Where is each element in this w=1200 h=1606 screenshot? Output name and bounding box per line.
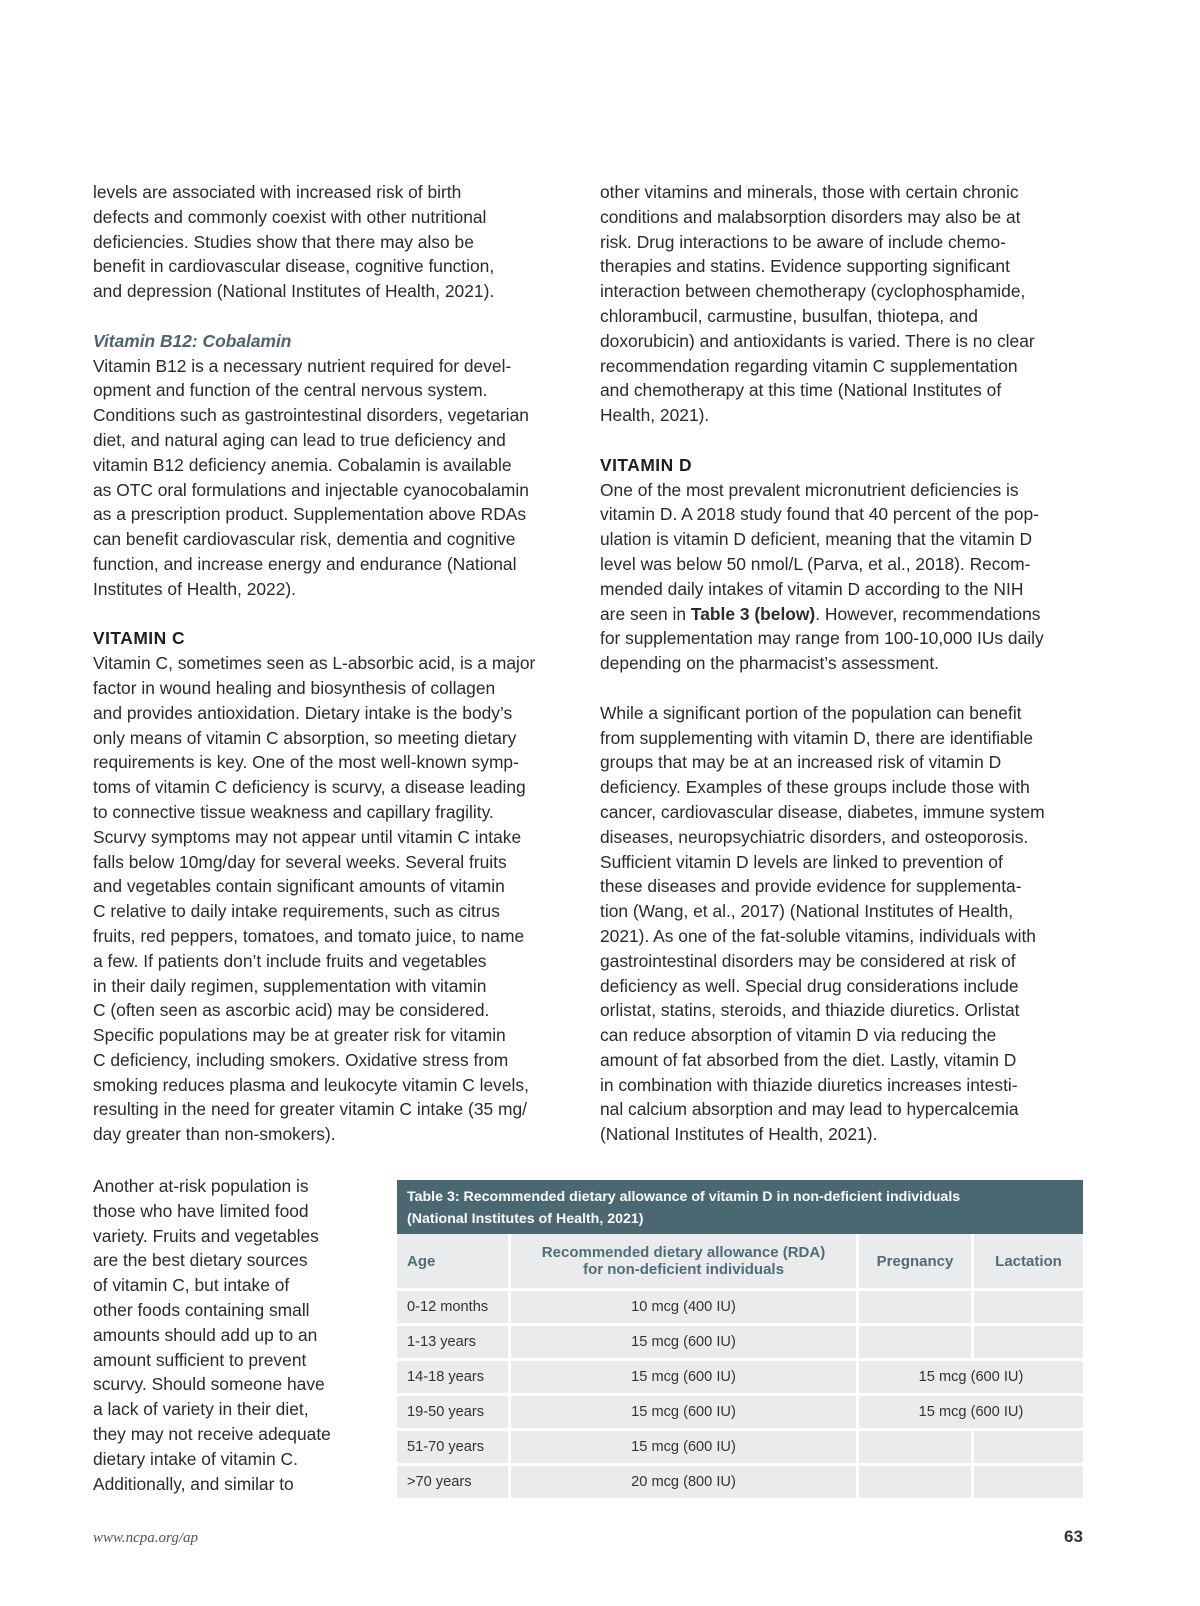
vitamin-d-risk-paragraph: While a significant portion of the population can benefit from supplementing with vitamin D, there are identifiable groups that may be at an increased risk of vitamin D deficiency. Examples of these groups include those with cancer, cardiovascular disease, diabetes, immune system diseases, neuropsychiatric disorders, and osteoporosis. Sufficient vitamin D levels are linked to prevention of these diseases and provide evidence for supplementa- tion (Wang, et al., 2017) (National Institutes of Health, 2021). As one of the fat-soluble vitamins, individuals with gastrointestinal disorders may be considered at risk of deficiency as well. Special drug considerations include orlistat, statins, steroids, and thiazide diuretics. Orlistat can reduce absorption of vitamin D via reducing the amount of fat absorbed from the diet. Lastly, vitamin D in combination with thiazide diuretics increases intesti- nal calcium absorption and may lead to hypercalcemia (National Institutes of Health, 2021). [600,702,1045,1145]
page-number: 63 [1064,1527,1083,1546]
cell-lactation [974,1326,1083,1361]
cell-pregnancy [859,1326,974,1361]
b12-heading: Vitamin B12: Cobalamin [93,330,292,351]
cell-pregnancy [859,1431,974,1466]
header-lactation: Lactation [974,1234,1083,1291]
table-caption: Table 3: Recommended dietary allowance of vitamin D in non-deficient individuals (National Institutes of Health, 2021) [397,1180,1083,1234]
cell-rda: 15 mcg (600 IU) [511,1361,859,1396]
cell-rda: 10 mcg (400 IU) [511,1291,859,1326]
vitamin-d-heading: VITAMIN D [600,454,693,475]
header-rda: Recommended dietary allowance (RDA) for non-deficient individuals [511,1234,859,1291]
chemo-paragraph: other vitamins and minerals, those with certain chronic conditions and malabsorption disorders may also be at risk. Drug interactions to be aware of include chemo- therapies and statins. Evidence supporting significant interaction between chemotherapy (cyclophosphamide, chlorambucil, carmustine, busulfan, thiotepa, and doxorubicin) and antioxidants is varied. There is no clear recommendation regarding vitamin C supplementation and chemotherapy at this time (National Institutes of Health, 2021). [600,182,1035,426]
cell-age: >70 years [397,1466,511,1501]
right-column [600,180,1088,1147]
vitamin-d-paragraph: One of the most prevalent micronutrient deficiencies is vitamin D. A 2018 study found that 40 percent of the pop- ulation is vitamin D deficient, meaning that the vitamin D level was below 50 nmol/L (Parva, et al., 2018). Recom- mended daily intakes of vitamin D according to the NIH are seen in Table 3 (below). However, recommendations for supplementation may range from 100-10,000 IUs daily depending on the pharmacist’s assessment. [600,479,1044,674]
cell-lactation [974,1466,1083,1501]
b12-paragraph: Vitamin B12 is a necessary nutrient required for devel- opment and function of the central nervous system. Conditions such as gastrointestinal disorders, vegetarian diet, and natural aging can lead to true deficiency and vitamin B12 deficiency anemia. Cobalamin is available as OTC oral formulations and injectable cyanocobalamin as a prescription product. Supplementation above RDAs can benefit cardiovascular risk, dementia and cognitive function, and increase energy and endurance (National Institutes of Health, 2022). [93,355,529,599]
table-row [397,1291,1083,1326]
cell-age: 1-13 years [397,1326,511,1361]
cell-lactation [974,1291,1083,1326]
table-row [397,1326,1083,1361]
header-age: Age [397,1234,511,1291]
cell-rda: 15 mcg (600 IU) [511,1326,859,1361]
footer-url: www.ncpa.org/ap [93,1530,199,1546]
cell-pregnancy [859,1466,974,1501]
vitamin-c-paragraph: Vitamin C, sometimes seen as L-absorbic acid, is a major factor in wound healing and biosynthesis of collagen and provides antioxidation. Dietary intake is the body’s only means of vitamin C absorption, so meeting dietary requirements is key. One of the most well-known symp- toms of vitamin C deficiency is scurvy, a disease leading to connective tissue weakness and capillary fragility. Scurvy symptoms may not appear until vitamin C intake falls below 10mg/day for several weeks. Several fruits and vegetables contain significant amounts of vitamin C relative to daily intake requirements, such as citrus fruits, red peppers, tomatoes, and tomato juice, to name a few. If patients don’t include fruits and vegetables in their daily regimen, supplementation with vitamin C (often seen as ascorbic acid) may be considered. Specific populations may be at greater risk for vitamin C deficiency, including smokers. Oxidative stress from smoking reduces plasma and leukocyte vitamin C levels, resulting in the need for greater vitamin C intake (35 mg/ day greater than non-smokers). [93,653,536,1145]
cell-rda: 15 mcg (600 IU) [511,1396,859,1431]
header-pregnancy: Pregnancy [859,1234,974,1291]
cell-pregnancy-lactation: 15 mcg (600 IU) [859,1361,1083,1396]
vitamin-c-heading: VITAMIN C [93,628,186,649]
table-row [397,1361,1083,1396]
rda-table [397,1234,1083,1501]
table-row [397,1431,1083,1466]
intro-paragraph: levels are associated with increased risk of birth defects and commonly coexist with other nutritional deficiencies. Studies show that there may also be benefit in cardiovascular disease, cognitive function, and depression (National Institutes of Health, 2021). [93,182,495,302]
at-risk-paragraph: Another at-risk population is those who have limited food variety. Fruits and vegetables are the best dietary sources of vitamin C, but intake of other foods containing small amounts should add up to an amount sufficient to prevent scurvy. Should someone have a lack of variety in their diet, they may not receive adequate dietary intake of vitamin C. Additionally, and similar to [93,1176,331,1494]
table-header-row [397,1234,1083,1291]
table-row [397,1466,1083,1501]
cell-lactation [974,1431,1083,1466]
vitamin-d-table [397,1180,1083,1501]
cell-pregnancy-lactation: 15 mcg (600 IU) [859,1396,1083,1431]
table-row [397,1396,1083,1431]
cell-rda: 15 mcg (600 IU) [511,1431,859,1466]
cell-age: 51-70 years [397,1431,511,1466]
cell-pregnancy [859,1291,974,1326]
table-reference: Table 3 (below) [690,603,816,624]
cell-age: 0-12 months [397,1291,511,1326]
cell-age: 19-50 years [397,1396,511,1431]
cell-age: 14-18 years [397,1361,511,1396]
left-column [93,180,577,1147]
cell-rda: 20 mcg (800 IU) [511,1466,859,1501]
